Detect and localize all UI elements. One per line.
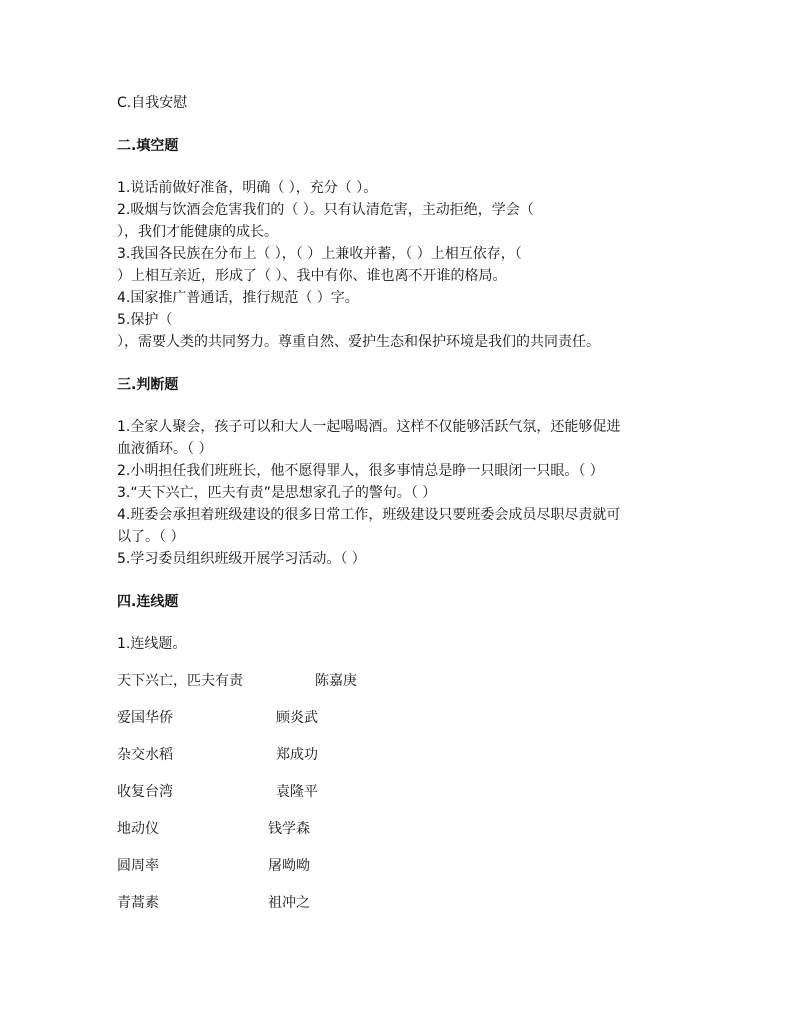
prev-option-c: C.自我安慰	[117, 95, 188, 111]
fill-blank-question-2-line-1: 2.吸烟与饮酒会危害我们的（ ）。只有认清危害，主动拒绝，学会（	[117, 202, 534, 218]
fill-blank-question-3-line-1: 3.我国各民族在分布上（ ），（ ）上兼收并蓄，（ ）上相互依存，（	[117, 246, 522, 262]
matching-right-item: 祖冲之	[268, 895, 310, 911]
true-false-question-5: 5.学习委员组织班级开展学习活动。（ ）	[117, 551, 366, 567]
matching-left-item: 青蒿素	[117, 895, 159, 911]
matching-right-item: 郑成功	[276, 747, 318, 763]
matching-right-item: 屠呦呦	[268, 858, 310, 874]
fill-blank-question-3-line-2: ）上相互亲近，形成了（ ）、我中有你、谁也离不开谁的格局。	[117, 268, 507, 284]
section-heading-true-false: 三.判断题	[117, 377, 179, 393]
true-false-question-1-line-1: 1.全家人聚会，孩子可以和大人一起喝喝酒。这样不仅能够活跃气氛，还能够促进	[117, 419, 621, 435]
matching-right-item: 袁隆平	[276, 784, 318, 800]
matching-right-item: 顾炎武	[276, 710, 318, 726]
matching-question-1: 1.连线题。	[117, 636, 187, 652]
true-false-question-4-line-1: 4.班委会承担着班级建设的很多日常工作，班级建设只要班委会成员尽职尽责就可	[117, 507, 621, 523]
matching-right-item: 陈嘉庚	[315, 673, 357, 689]
fill-blank-question-1: 1.说话前做好准备，明确（ ），充分（ ）。	[117, 180, 378, 196]
matching-left-item: 地动仪	[117, 821, 159, 837]
true-false-question-2: 2.小明担任我们班班长，他不愿得罪人，很多事情总是睁一只眼闭一只眼。（ ）	[117, 463, 604, 479]
matching-left-item: 天下兴亡，匹夫有责	[117, 673, 243, 689]
true-false-question-4-line-2: 以了。（ ）	[117, 529, 185, 545]
section-heading-fill-blank: 二.填空题	[117, 138, 179, 154]
matching-left-item: 杂交水稻	[117, 747, 173, 763]
fill-blank-question-2-line-2: ），我们才能健康的成长。	[117, 224, 278, 240]
true-false-question-3: 3.“天下兴亡，匹夫有责”是思想家孔子的警句。（ ）	[117, 485, 437, 501]
fill-blank-question-4: 4.国家推广普通话，推行规范（ ）字。	[117, 290, 359, 306]
matching-left-item: 收复台湾	[117, 784, 173, 800]
true-false-question-1-line-2: 血液循环。（ ）	[117, 441, 213, 457]
matching-left-item: 圆周率	[117, 858, 159, 874]
fill-blank-question-5-line-1: 5.保护（	[117, 312, 173, 328]
matching-left-item: 爱国华侨	[117, 710, 173, 726]
fill-blank-question-5-line-2: ），需要人类的共同努力。尊重自然、爱护生态和保护环境是我们的共同责任。	[117, 334, 600, 350]
matching-right-item: 钱学森	[268, 821, 310, 837]
section-heading-matching: 四.连线题	[117, 594, 179, 610]
